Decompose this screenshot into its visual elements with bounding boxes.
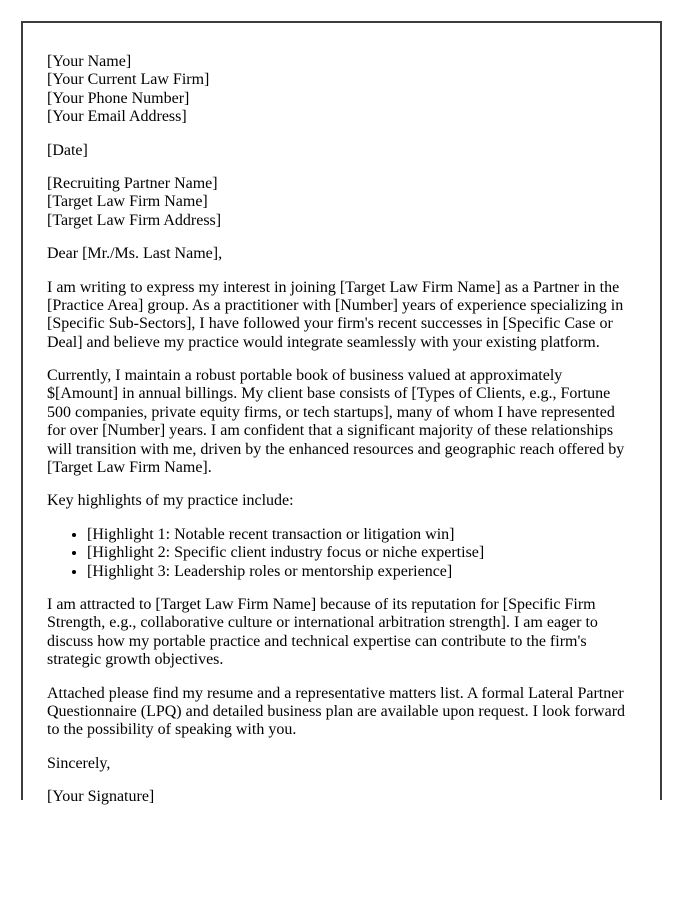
highlight-item-2: • [Highlight 2: Specific client industry focus or niche expertise] xyxy=(87,544,632,562)
closing: Sincerely, xyxy=(47,754,111,772)
letter-container xyxy=(21,21,662,806)
recipient-firm-name: [Target Law Firm Name] xyxy=(47,193,208,211)
sender-current-firm: [Your Current Law Firm] xyxy=(47,71,210,89)
signature-placeholder: [Your Signature] xyxy=(47,788,155,806)
paragraph-interest: I am writing to express my interest in joining [Target Law Firm Name] as a Partner in the [Practice Area] group. As a practitioner with [Number] years of experience specializing in [Specific Sub-Sectors], I have followed your firm's recent successes in [Specific Case or Deal] and believe my practice would integrate seamlessly with your existing platform. xyxy=(47,278,624,351)
recipient-firm-address: [Target Law Firm Address] xyxy=(47,211,222,229)
highlight-item-3: • [Highlight 3: Leadership roles or mentorship experience] xyxy=(87,563,632,581)
paragraph-book-of-business: Currently, I maintain a robust portable book of business valued at approximately $[Amount] in annual billings. My client base consists of [Types of Clients, e.g., Fortune 500 companies, private equity firms, or tech startups], many of whom I have represented for over [Number] years. I am confident that a significant majority of these relationships will transition with me, driven by the enhanced resources and geographic reach offered by [Target Law Firm Name]. xyxy=(47,367,625,477)
sender-name: [Your Name] xyxy=(47,53,132,70)
sender-phone: [Your Phone Number] xyxy=(47,89,190,107)
highlights-intro: Key highlights of my practice include: xyxy=(47,492,294,510)
recipient-block xyxy=(47,175,632,230)
paragraph-attraction: I am attracted to [Target Law Firm Name] because of its reputation for [Specific Firm Strength, e.g., collaborative culture or international arbitration strength]. I am eager to discuss how my portable practice and technical expertise can contribute to the firm's strategic growth objectives. xyxy=(47,595,598,669)
paragraph-attachments: Attached please find my resume and a representative matters list. A formal Lateral Partner Questionnaire (LPQ) and detailed business plan are available upon request. I look forward to the possibility of speaking with you. xyxy=(47,684,626,739)
sender-email: [Your Email Address] xyxy=(47,108,187,126)
highlight-item-1: • [Highlight 1: Notable recent transaction or litigation win] xyxy=(87,526,632,544)
sender-block xyxy=(47,53,632,127)
recipient-partner-name: [Recruiting Partner Name] xyxy=(47,174,218,192)
date-line: [Date] xyxy=(47,141,88,159)
salutation: Dear [Mr./Ms. Last Name], xyxy=(47,245,223,263)
highlights-list xyxy=(47,526,632,581)
